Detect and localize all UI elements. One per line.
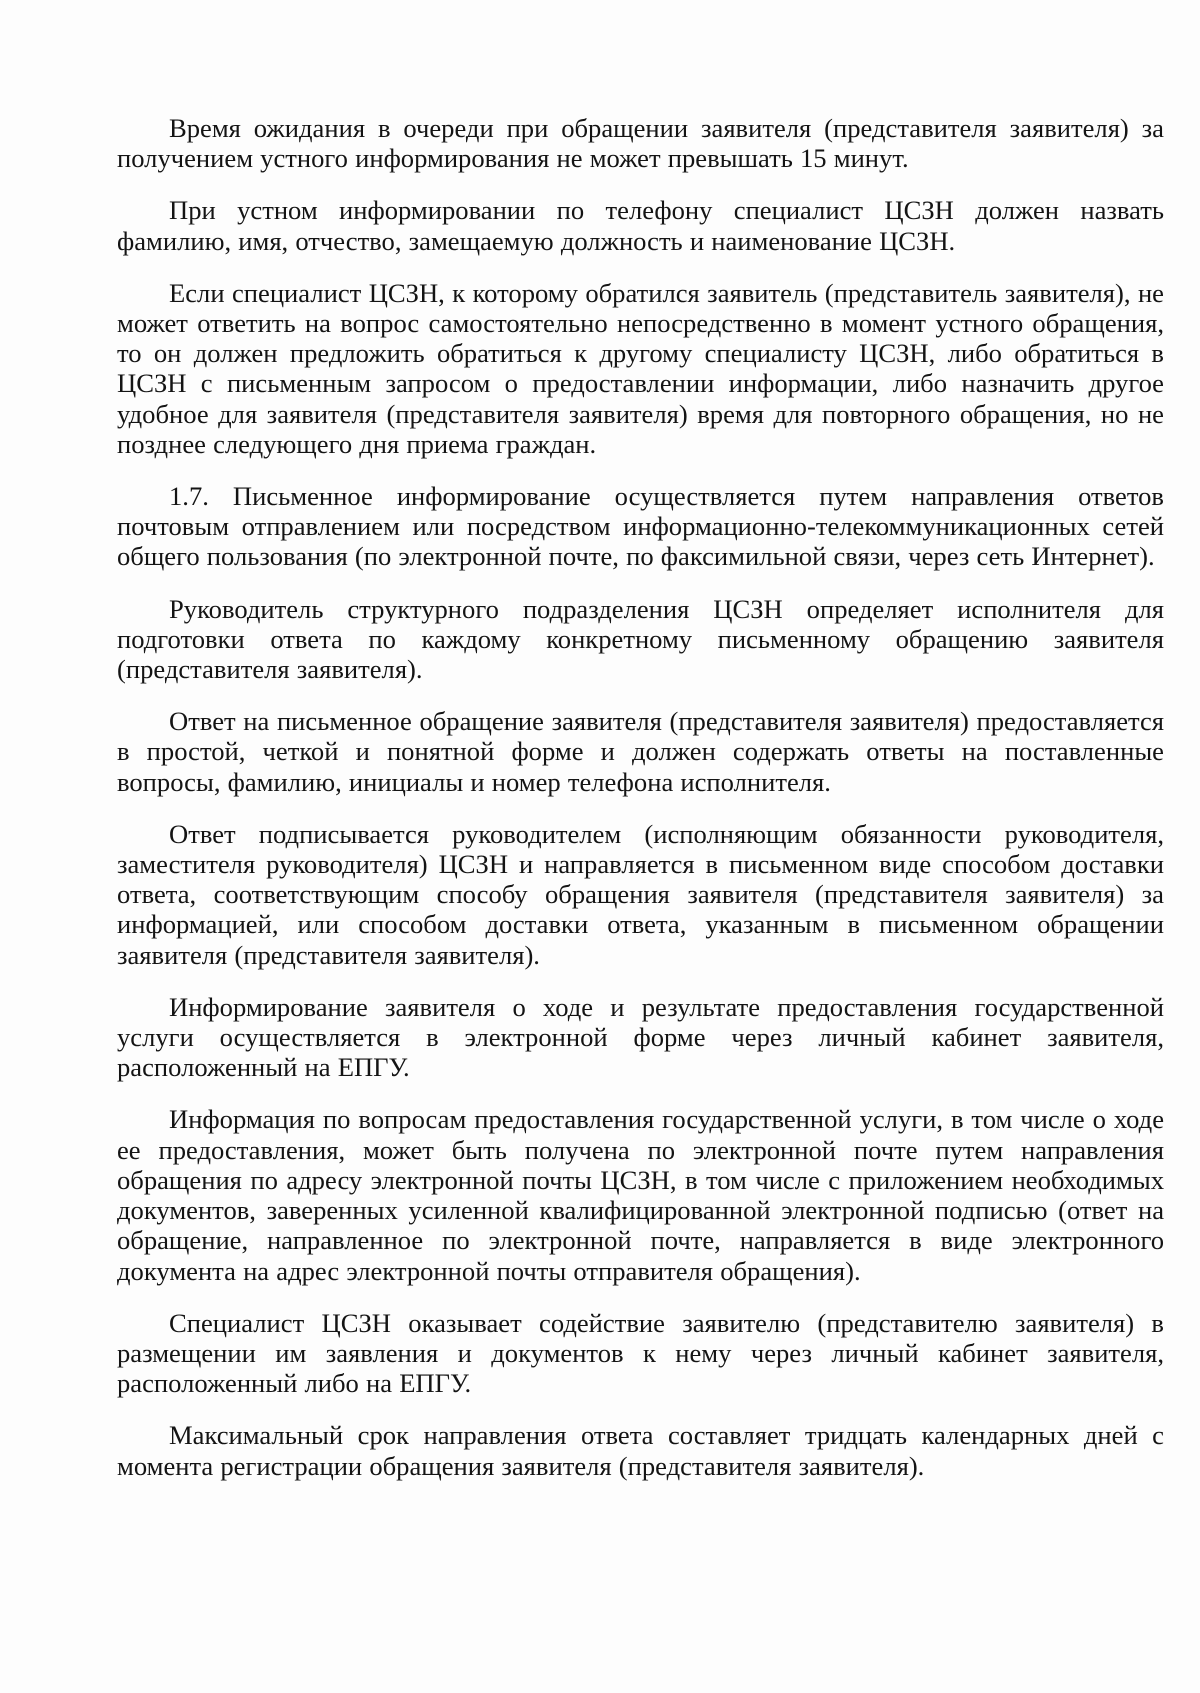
document-body	[117, 113, 1164, 1503]
paragraph-email-information: Информация по вопросам предоставления государственной услуги, в том числе о ходе ее предоставления, может быть получена по электронной почте путем направления обращения по адресу электронной почты ЦСЗН, в том числе с приложением необходимых документов, заверенных усиленной квалифицированной электронной подписью (ответ на обращение, направленное по электронной почте, направляется в виде электронного документа на адрес электронной почты отправителя обращения).	[117, 1104, 1164, 1286]
paragraph-phone-informing: При устном информировании по телефону специалист ЦСЗН должен назвать фамилию, имя, отчество, замещаемую должность и наименование ЦСЗН.	[117, 195, 1164, 256]
paragraph-answer-signature: Ответ подписывается руководителем (исполняющим обязанности руководителя, заместителя руководителя) ЦСЗН и направляется в письменном виде способом доставки ответа, соответствующим способу обращения заявителя (представителя заявителя) за информацией, или способом доставки ответа, указанным в письменном обращении заявителя (представителя заявителя).	[117, 818, 1164, 970]
paragraph-specialist-redirect: Если специалист ЦСЗН, к которому обратился заявитель (представитель заявителя), не может ответить на вопрос самостоятельно непосредственно в момент устного обращения, то он должен предложить обратиться к другому специалисту ЦСЗН, либо обратиться в ЦСЗН с письменным запросом о предоставлении информации, либо назначить другое удобное для заявителя (представителя заявителя) время для повторного обращения, но не позднее следующего дня приема граждан.	[117, 277, 1164, 459]
paragraph-response-deadline: Максимальный срок направления ответа составляет тридцать календарных дней с момента регистрации обращения заявителя (представителя заявителя).	[117, 1420, 1164, 1481]
paragraph-queue-wait-time: Время ожидания в очереди при обращении заявителя (представителя заявителя) за получением устного информирования не может превышать 15 минут.	[117, 113, 1164, 174]
paragraph-answer-form: Ответ на письменное обращение заявителя (представителя заявителя) предоставляется в простой, четкой и понятной форме и должен содержать ответы на поставленные вопросы, фамилию, инициалы и номер телефона исполнителя.	[117, 706, 1164, 797]
paragraph-specialist-assistance: Специалист ЦСЗН оказывает содействие заявителю (представителю заявителя) в размещении им заявления и документов к нему через личный кабинет заявителя, расположенный либо на ЕПГУ.	[117, 1307, 1164, 1399]
paragraph-written-informing: 1.7. Письменное информирование осуществляется путем направления ответов почтовым отправлением или посредством информационно-телекоммуникационных сетей общего пользования (по электронной почте, по факсимильной связи, через сеть Интернет).	[117, 481, 1164, 572]
paragraph-executor-assignment: Руководитель структурного подразделения ЦСЗН определяет исполнителя для подготовки ответа по каждому конкретному письменному обращению заявителя (представителя заявителя).	[117, 593, 1164, 685]
paragraph-electronic-status: Информирование заявителя о ходе и результате предоставления государственной услуги осуществляется в электронной форме через личный кабинет заявителя, расположенный на ЕПГУ.	[117, 991, 1164, 1083]
